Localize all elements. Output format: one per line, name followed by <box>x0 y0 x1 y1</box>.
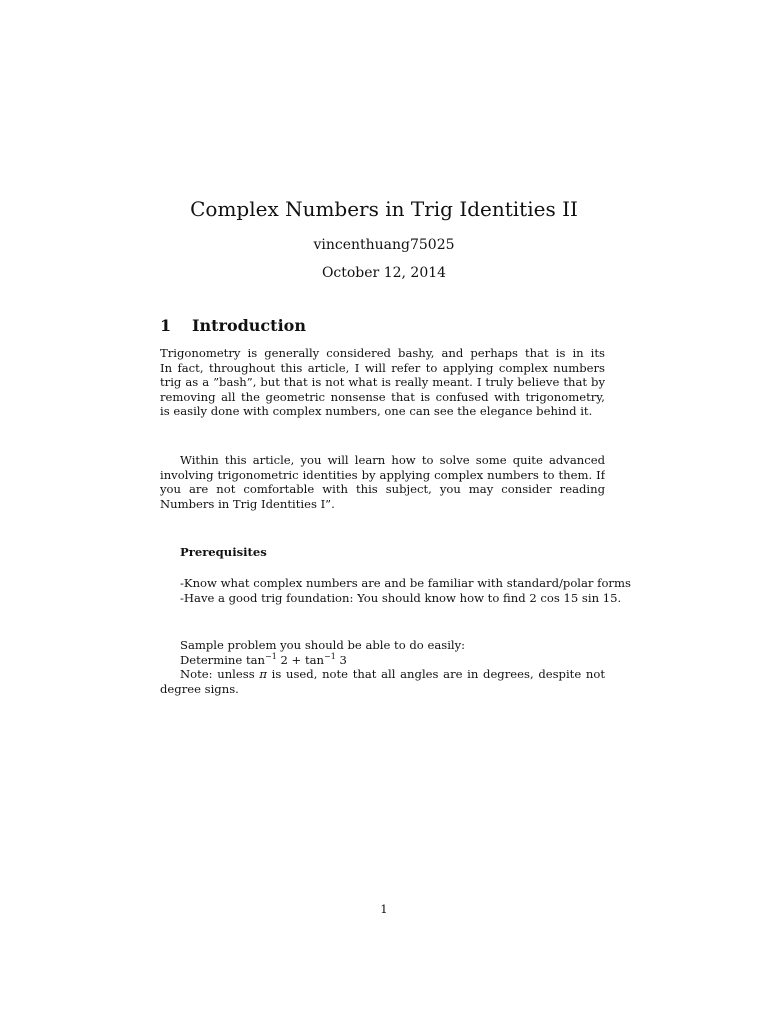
page-number: 1 <box>380 902 388 916</box>
math-function: tan <box>245 652 265 667</box>
paragraph-line: Trigonometry is generally considered bashy, and perhaps that is in its <box>160 346 605 360</box>
sample-problem <box>160 653 605 668</box>
math-argument: 2 <box>280 652 288 667</box>
second-paragraph <box>160 453 605 511</box>
math-expression <box>246 653 347 667</box>
prerequisite-text: . <box>617 590 622 605</box>
paragraph-line: trig as a ”bash”, but that is not what is really meant. I truly believe that by <box>160 375 605 390</box>
paragraph-line: In fact, throughout this article, I will refer to applying complex numbers <box>160 360 605 375</box>
math-symbol: π <box>259 667 267 682</box>
prerequisite-text: -Have a good trig foundation: You should know how to find <box>180 590 530 605</box>
prerequisites-list <box>160 576 631 605</box>
section-number: 1 <box>160 316 172 335</box>
intro-paragraph <box>160 346 605 419</box>
math-operator: + <box>287 652 305 667</box>
paragraph-line: Within this article, you will learn how to solve some quite advanced <box>180 453 605 467</box>
paragraph-line: removing all the geometric nonsense that is confused with trigonometry, <box>160 389 605 404</box>
sample-text: Determine <box>180 652 246 667</box>
document-title: Complex Numbers in Trig Identities II <box>190 197 578 221</box>
sample-intro: Sample problem you should be able to do easily: <box>180 638 466 652</box>
prerequisite-item: -Know what complex numbers are and be familiar with standard/polar forms <box>180 576 631 590</box>
math-exponent: −1 <box>264 651 277 661</box>
paragraph-line: Numbers in Trig Identities I”. <box>160 496 335 511</box>
prerequisites-heading-block <box>160 545 605 560</box>
section-heading-introduction <box>160 315 306 337</box>
sample-problem-block <box>160 638 605 696</box>
note-text: is used, note that all angles are in degrees, despite not <box>271 667 605 682</box>
section-title: Introduction <box>192 316 306 335</box>
note-text: Note: unless <box>180 667 260 682</box>
document-author: vincenthuang75025 <box>313 237 455 253</box>
note-line: degree signs. <box>160 681 239 696</box>
math-argument: 3 <box>339 652 347 667</box>
paragraph-line: is easily done with complex numbers, one can see the elegance behind it. <box>160 404 593 419</box>
note-line <box>160 667 605 682</box>
math-expression: 2 cos 15 sin 15 <box>529 590 618 605</box>
math-function: tan <box>304 652 324 667</box>
prerequisites-heading: Prerequisites <box>180 545 267 559</box>
prerequisite-item <box>160 590 622 606</box>
paragraph-line: involving trigonometric identities by applying complex numbers to them. If <box>160 467 605 482</box>
paragraph-line: you are not comfortable with this subject, you may consider reading <box>160 482 605 497</box>
math-exponent: −1 <box>324 651 336 661</box>
document-date: October 12, 2014 <box>321 265 447 281</box>
